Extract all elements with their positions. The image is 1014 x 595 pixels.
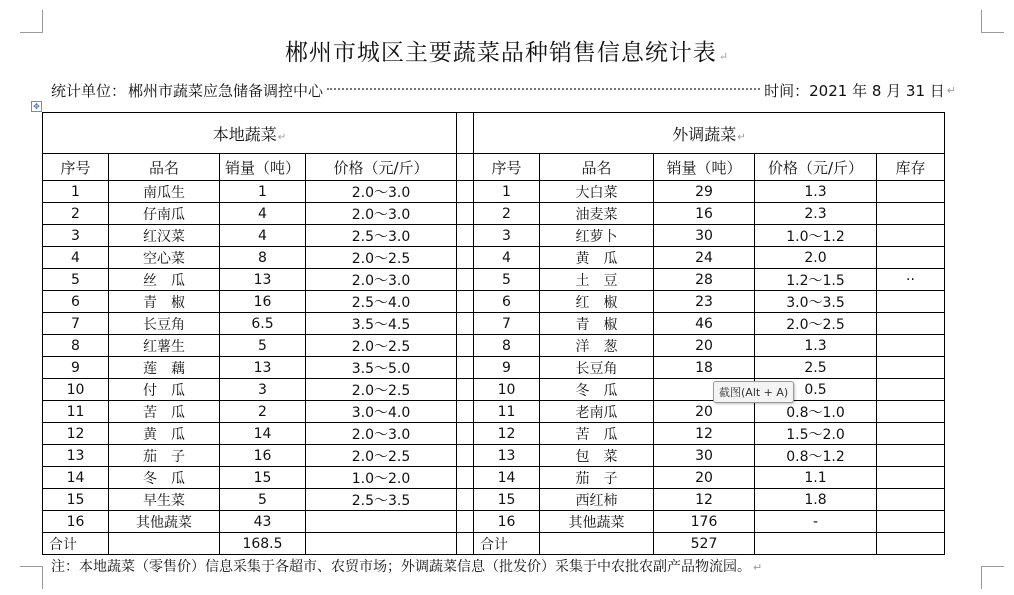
- external-stock-cell: ··: [877, 269, 945, 291]
- external-qty-cell: 20: [654, 335, 755, 357]
- local-price-cell: 2.0～3.0: [306, 181, 457, 203]
- local-price-cell: 3.0～4.0: [306, 401, 457, 423]
- local-name-cell: 空心菜: [109, 247, 220, 269]
- external-price-cell: 2.3: [755, 203, 877, 225]
- local-name-cell: 红汉菜: [109, 225, 220, 247]
- external-price-cell: 1.5～2.0: [755, 423, 877, 445]
- external-name-cell: 红 椒: [540, 291, 654, 313]
- external-stock-cell: [877, 401, 945, 423]
- local-qty-cell: 13: [220, 357, 306, 379]
- local-qty-cell: 8: [220, 247, 306, 269]
- local-name-cell: 莲 藕: [109, 357, 220, 379]
- external-stock-cell: [877, 225, 945, 247]
- col-header: 价格（元/斤）: [306, 154, 457, 181]
- local-no-cell: 2: [43, 203, 109, 225]
- local-name-cell: 丝 瓜: [109, 269, 220, 291]
- external-name-cell: 长豆角: [540, 357, 654, 379]
- external-name-cell: 包 菜: [540, 445, 654, 467]
- totals-row: [43, 533, 945, 555]
- document-title: [0, 34, 1014, 67]
- external-name-cell: 黄 瓜: [540, 247, 654, 269]
- local-name-cell: 黄 瓜: [109, 423, 220, 445]
- external-price-cell: 1.2～1.5: [755, 269, 877, 291]
- gap-cell: [457, 313, 474, 335]
- local-qty-cell: 4: [220, 203, 306, 225]
- local-qty-cell: 5: [220, 335, 306, 357]
- column-header-row: [43, 154, 945, 181]
- screenshot-tooltip: 截图(Alt + A): [713, 381, 794, 403]
- gap-cell: [457, 533, 474, 555]
- table-row: [43, 203, 945, 225]
- page-corner-mark: [20, 10, 43, 33]
- external-price-cell: 0.8～1.2: [755, 445, 877, 467]
- table-row: [43, 467, 945, 489]
- table-row: [43, 247, 945, 269]
- external-no-cell: 14: [474, 467, 540, 489]
- external-stock-cell: [877, 379, 945, 401]
- external-name-cell: 冬 瓜: [540, 379, 654, 401]
- total-empty-cell: [755, 533, 877, 555]
- dot-leader: [327, 88, 760, 90]
- gap-cell: [457, 203, 474, 225]
- external-qty-cell: 29: [654, 181, 755, 203]
- gap-cell: [457, 247, 474, 269]
- total-empty-cell: [540, 533, 654, 555]
- external-qty-cell: 30: [654, 225, 755, 247]
- local-qty-cell: 14: [220, 423, 306, 445]
- table-row: [43, 445, 945, 467]
- group-header-row: [43, 113, 945, 154]
- external-price-cell: 1.1: [755, 467, 877, 489]
- external-no-cell: 16: [474, 511, 540, 533]
- local-no-cell: 8: [43, 335, 109, 357]
- local-no-cell: 9: [43, 357, 109, 379]
- local-name-cell: 青 椒: [109, 291, 220, 313]
- col-header: 销量（吨）: [654, 154, 755, 181]
- external-price-cell: 3.0～3.5: [755, 291, 877, 313]
- gap-cell: [457, 335, 474, 357]
- local-price-cell: 3.5～4.5: [306, 313, 457, 335]
- total-empty-cell: [109, 533, 220, 555]
- time-label: 时间：: [764, 82, 810, 100]
- gap-cell: [457, 467, 474, 489]
- external-name-cell: 油麦菜: [540, 203, 654, 225]
- external-no-cell: 2: [474, 203, 540, 225]
- external-qty-cell: 12: [654, 423, 755, 445]
- local-qty-cell: 2: [220, 401, 306, 423]
- table-row: [43, 357, 945, 379]
- external-stock-cell: [877, 511, 945, 533]
- col-header: 销量（吨）: [220, 154, 306, 181]
- gap-cell: [457, 379, 474, 401]
- external-price-cell: -: [755, 511, 877, 533]
- external-stock-cell: [877, 489, 945, 511]
- local-qty-cell: 1: [220, 181, 306, 203]
- total-empty-cell: [306, 533, 457, 555]
- local-price-cell: 2.5～3.0: [306, 225, 457, 247]
- external-price-cell: 1.8: [755, 489, 877, 511]
- external-no-cell: 1: [474, 181, 540, 203]
- sales-table: [42, 112, 945, 555]
- external-price-cell: 2.0～2.5: [755, 313, 877, 335]
- local-price-cell: 2.5～3.5: [306, 489, 457, 511]
- external-stock-cell: [877, 445, 945, 467]
- total-external-qty: 527: [654, 533, 755, 555]
- footnote: [51, 556, 762, 576]
- col-header: 库存: [877, 154, 945, 181]
- external-name-cell: 土 豆: [540, 269, 654, 291]
- gap-cell: [457, 113, 474, 154]
- table-row: [43, 291, 945, 313]
- external-qty-cell: 18: [654, 357, 755, 379]
- local-qty-cell: 43: [220, 511, 306, 533]
- external-name-cell: 西红柿: [540, 489, 654, 511]
- external-qty-cell: 23: [654, 291, 755, 313]
- table-row: [43, 511, 945, 533]
- local-price-cell: [306, 511, 457, 533]
- external-qty-cell: 16: [654, 203, 755, 225]
- local-qty-cell: 6.5: [220, 313, 306, 335]
- external-stock-cell: [877, 203, 945, 225]
- local-price-cell: 2.0～3.0: [306, 423, 457, 445]
- external-no-cell: 9: [474, 357, 540, 379]
- time-value: 2021 年 8 月 31 日: [809, 82, 945, 100]
- external-stock-cell: [877, 291, 945, 313]
- external-no-cell: 10: [474, 379, 540, 401]
- meta-line: [51, 80, 956, 101]
- local-name-cell: 南瓜生: [109, 181, 220, 203]
- group-external: 外调蔬菜↵: [474, 113, 945, 154]
- external-qty-cell: 46: [654, 313, 755, 335]
- local-qty-cell: 4: [220, 225, 306, 247]
- external-qty-cell: 28: [654, 269, 755, 291]
- local-price-cell: 3.5～5.0: [306, 357, 457, 379]
- gap-cell: [457, 445, 474, 467]
- local-qty-cell: 16: [220, 445, 306, 467]
- local-name-cell: 茄 子: [109, 445, 220, 467]
- gap-cell: [457, 357, 474, 379]
- external-name-cell: 茄 子: [540, 467, 654, 489]
- unit-label: 统计单位：: [51, 82, 127, 100]
- gap-cell: [457, 181, 474, 203]
- table-row: [43, 401, 945, 423]
- group-local: 本地蔬菜↵: [43, 113, 457, 154]
- table-row: [43, 181, 945, 203]
- table-row: [43, 335, 945, 357]
- col-header: 品名: [540, 154, 654, 181]
- table-row: [43, 225, 945, 247]
- external-price-cell: 1.0～1.2: [755, 225, 877, 247]
- external-no-cell: 5: [474, 269, 540, 291]
- external-qty-cell: 20: [654, 467, 755, 489]
- local-price-cell: 2.0～2.5: [306, 379, 457, 401]
- external-price-cell: 1.3: [755, 181, 877, 203]
- unit-value: 郴州市蔬菜应急储备调控中心: [128, 82, 324, 100]
- gap-cell: [457, 401, 474, 423]
- total-local-qty: 168.5: [220, 533, 306, 555]
- local-no-cell: 15: [43, 489, 109, 511]
- local-no-cell: 11: [43, 401, 109, 423]
- external-price-cell: 1.3: [755, 335, 877, 357]
- external-name-cell: 大白菜: [540, 181, 654, 203]
- external-qty-cell: 24: [654, 247, 755, 269]
- external-no-cell: 4: [474, 247, 540, 269]
- external-stock-cell: [877, 467, 945, 489]
- paragraph-mark-icon: ↵: [718, 50, 730, 63]
- external-no-cell: 11: [474, 401, 540, 423]
- external-stock-cell: [877, 313, 945, 335]
- external-no-cell: 8: [474, 335, 540, 357]
- table-move-handle-icon[interactable]: ✥: [31, 101, 42, 112]
- external-stock-cell: [877, 357, 945, 379]
- paragraph-mark-icon: ↵: [946, 84, 956, 97]
- local-name-cell: 长豆角: [109, 313, 220, 335]
- external-no-cell: 3: [474, 225, 540, 247]
- total-label-external: 合计: [474, 533, 540, 555]
- table-row: [43, 313, 945, 335]
- table-row: [43, 423, 945, 445]
- gap-cell: [457, 291, 474, 313]
- local-price-cell: 2.0～2.5: [306, 335, 457, 357]
- local-name-cell: 付 瓜: [109, 379, 220, 401]
- local-price-cell: 1.0～2.0: [306, 467, 457, 489]
- local-no-cell: 7: [43, 313, 109, 335]
- external-name-cell: 红萝卜: [540, 225, 654, 247]
- footnote-text: 注：本地蔬菜（零售价）信息采集于各超市、农贸市场；外调蔬菜信息（批发价）采集于中农批农副产品物流园。: [51, 559, 751, 575]
- col-header: 序号: [43, 154, 109, 181]
- external-price-cell: 2.5: [755, 357, 877, 379]
- local-qty-cell: 15: [220, 467, 306, 489]
- local-no-cell: 13: [43, 445, 109, 467]
- table-row: [43, 379, 945, 401]
- local-qty-cell: 5: [220, 489, 306, 511]
- external-qty-cell: 12: [654, 489, 755, 511]
- local-price-cell: 2.0～3.0: [306, 269, 457, 291]
- paragraph-mark-icon: ↵: [753, 561, 763, 574]
- local-qty-cell: 3: [220, 379, 306, 401]
- local-qty-cell: 13: [220, 269, 306, 291]
- external-stock-cell: [877, 423, 945, 445]
- external-price-cell: 0.8～1.0: [755, 401, 877, 423]
- local-no-cell: 1: [43, 181, 109, 203]
- external-name-cell: 老南瓜: [540, 401, 654, 423]
- col-header: 品名: [109, 154, 220, 181]
- external-price-cell: 2.0: [755, 247, 877, 269]
- gap-cell: [457, 269, 474, 291]
- local-name-cell: 冬 瓜: [109, 467, 220, 489]
- external-qty-cell: 20: [654, 401, 755, 423]
- title-text: 郴州市城区主要蔬菜品种销售信息统计表: [284, 40, 717, 66]
- external-stock-cell: [877, 247, 945, 269]
- local-no-cell: 3: [43, 225, 109, 247]
- local-qty-cell: 16: [220, 291, 306, 313]
- gap-cell: [457, 489, 474, 511]
- total-empty-cell: [877, 533, 945, 555]
- gap-cell: [457, 511, 474, 533]
- local-price-cell: 2.5～4.0: [306, 291, 457, 313]
- external-no-cell: 12: [474, 423, 540, 445]
- gap-cell: [457, 154, 474, 181]
- local-no-cell: 6: [43, 291, 109, 313]
- table-row: [43, 269, 945, 291]
- gap-cell: [457, 225, 474, 247]
- external-qty-cell: 30: [654, 445, 755, 467]
- external-no-cell: 7: [474, 313, 540, 335]
- local-price-cell: 2.0～2.5: [306, 445, 457, 467]
- page-corner-mark: [20, 566, 43, 589]
- external-stock-cell: [877, 181, 945, 203]
- local-no-cell: 4: [43, 247, 109, 269]
- external-price-cell: 0.5: [755, 379, 877, 401]
- local-no-cell: 14: [43, 467, 109, 489]
- external-stock-cell: [877, 335, 945, 357]
- external-name-cell: 其他蔬菜: [540, 511, 654, 533]
- external-name-cell: 苦 瓜: [540, 423, 654, 445]
- external-qty-cell: 176: [654, 511, 755, 533]
- local-price-cell: 2.0～3.0: [306, 203, 457, 225]
- col-header: 价格（元/斤）: [755, 154, 877, 181]
- local-no-cell: 5: [43, 269, 109, 291]
- gap-cell: [457, 423, 474, 445]
- external-no-cell: 6: [474, 291, 540, 313]
- local-name-cell: 其他蔬菜: [109, 511, 220, 533]
- external-name-cell: 洋 葱: [540, 335, 654, 357]
- total-label-local: 合计: [43, 533, 109, 555]
- local-name-cell: 红薯生: [109, 335, 220, 357]
- external-name-cell: 青 椒: [540, 313, 654, 335]
- page-corner-mark: [981, 10, 1004, 33]
- external-no-cell: 15: [474, 489, 540, 511]
- local-name-cell: 早生菜: [109, 489, 220, 511]
- col-header: 序号: [474, 154, 540, 181]
- table-row: [43, 489, 945, 511]
- local-no-cell: 16: [43, 511, 109, 533]
- page-corner-mark: [981, 566, 1004, 589]
- local-no-cell: 12: [43, 423, 109, 445]
- external-no-cell: 13: [474, 445, 540, 467]
- local-name-cell: 苦 瓜: [109, 401, 220, 423]
- local-no-cell: 10: [43, 379, 109, 401]
- local-name-cell: 仔南瓜: [109, 203, 220, 225]
- local-price-cell: 2.0～2.5: [306, 247, 457, 269]
